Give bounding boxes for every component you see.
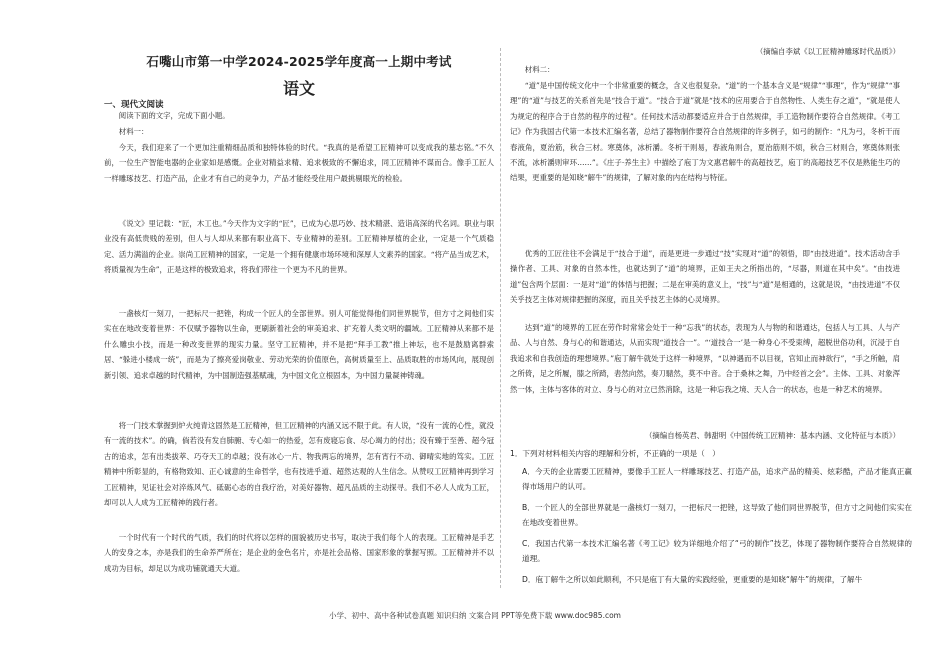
material-1-paragraph-5: 一个时代有一个时代的气质，我们的时代将以怎样的面貌被历史书写，取决于我们每个人的表现。工匠精神是手艺人的安身之本，亦是我们的生命养严所在；是企业的金色名片，亦是社会品格、国家形象的掌握写照。工匠精神并不以成功为目标，却足以为成功铺就通天大道。	[104, 533, 494, 573]
material-1-source: （摘编自李斌《以工匠精神雕琢时代品质》）	[755, 47, 900, 56]
material-1-paragraph-3: 一盏核灯一刻刀，一把标尺一把锉，构成一个匠人的全部世界。别人可能觉得他们同世界脱节，但方寸之间他们实实在在地改变着世界：不仅赋予器物以生命，更刷新着社会的审美追求、扩充着人类文明的疆域。工匠精神从来都不是什么雕虫小技，而是一种改变世界的现实力量。坚守工匠精神，并不是把“拜手工教”推上神坛，也不是鼓励离群索居、“躲进小楼成一统”，而是为了擦亮爱岗敬业、劳动光荣的价值原色，高树质量至上、品质取胜的市场风向，展现创新引领、追求卓越的时代精神，为中国制造强基赋魂，为中国文化立根固本，为中国力量凝神铸魂。	[104, 309, 494, 380]
material-1-label: 材料一：	[118, 127, 149, 136]
section-heading: 一、现代文阅读	[104, 100, 164, 110]
subject-heading: 语文	[282, 79, 315, 98]
material-2-paragraph-1: “道”是中国传统文化中一个非常重要的概念，含义也很复杂。“道”的一个基本含义是“规律”“事理”，作为“规律”“事理”的“道”与技艺的关系首先是“技合于道”。“技合于道”就是“技术的应用要合于自然物性、人类生存之道”，“就是使人为规定的程序合于自然的程序的过程”。任何技术活动都要适应并合于自然规律，手工造物制作要符合自然规律。《考工记》作为我国古代第一本技术汇编名著，总结了器物制作要符合自然规律的许多例子，如弓的制作：“凡为弓，冬析干而春液角，夏治筋，秋合三材。寒奠体，冰析灂。冬析干则易，春液角则合，夏治筋则不烦，秋合三材则合，寒奠体则张不流，冰析灂则审环……”。《庄子·养生主》中描绘了庖丁为文惠君解牛的高超技艺，庖丁的高超技艺不仅是熟能生巧的结果，更重要的是知晓“解牛”的规律，了解对象的内在结构与特征。	[510, 81, 900, 183]
question-1-option-c: C．我国古代第一本技术汇编名著《考工记》较为详细地介绍了“弓的制作”技艺，体现了器物制作要符合自然规律的道理。	[522, 539, 912, 564]
exam-title: 石嘴山市第一中学2024-2025学年度高一上期中考试	[146, 54, 452, 69]
material-2-paragraph-2: 优秀的工匠往往不会满足于“技合于道”，而是更进一步通过“技”实现对“道”的领悟，即“由技进道”。技术活动含手操作者、工具、对象的自然本性，也就达到了“道”的境界，正如王夫之所指出的，“尽器，则道在其中矣”。“由技进道”包含两个层面：一是对“道”的体悟与把握；二是在审美的意义上，“技”与“道”是相通的，这就是说，“由技进道”不仅关乎技艺主体对规律把握的深度，而且关乎技艺主体的心灵境界。	[510, 249, 900, 305]
reading-instruction: 阅读下面的文字，完成下面小题。	[118, 111, 230, 120]
question-1-option-d: D．庖丁解牛之所以如此顺利，不只是庖丁有大量的实践经验，更重要的是知晓“解牛”的规律，了解牛	[522, 575, 863, 584]
material-2-paragraph-3: 达到“道”的境界的工匠在劳作时常常会处于一种“忘我”的状态，表现为人与物的和谐通达，包括人与工具、人与产品、人与自然、身与心的和谐通达，从而实现“道技合一”。“‘道技合一’是一种身心不受束缚，超脱世俗功利，沉浸于自我追求和自我创造的理想境界。”庖丁解牛就处于这样一种境界，“以神遇而不以目视，官知止而神欲行”，“手之所触，肩之所倚，足之所履，膝之所踦，砉然向然，奏刀騞然，莫不中音。合于桑林之舞，乃中经首之会”。主体、工具、对象浑然一体，主体与客体的对立、身与心的对立已然消除，这是一种忘我之境、天人合一的状态，也是一种艺术的境界。	[510, 323, 900, 394]
material-1-paragraph-1: 今天，我们迎来了一个更加注重精细品质和独特体验的时代。“我真的是希望工匠精神可以变成我的墓志铭。”不久前，一位生产智能电器的企业家如是感慨。企业对精益求精、追求极致的不懈追求，同工匠精神不谋而合。像手工匠人一样雕琢技艺、打造产品，企业才有自己的竞争力，产品才能经受住用户最挑剔眼光的检验。	[104, 143, 494, 183]
question-1-stem: 1．下列对材料相关内容的理解和分析，不正确的一项是（ ）	[510, 449, 720, 458]
footer-watermark: 小学、初中、高中各种试卷真题 知识归纳 文案合同 PPT等免费下载 www.doc985.com	[329, 611, 621, 620]
material-1-paragraph-4: 将一门技术掌握到炉火纯青这固然是工匠精神，但工匠精神的内涵又远不限于此。有人说，“没有一流的心性，就没有一流的技术”。的确，倘若没有发自肺腑、专心如一的热爱，怎有废寝忘食、尽心竭力的付出；没有臻于至善、超今冠古的追求，怎有出类拔萃、巧夺天工的卓越；没有冰心一片、物我两忘的境界，怎有宵行不动、御晴实地的笃实。工匠精神中所彰显的，有格物致知、正心诚意的生命哲学，也有技进乎道、超然达观的人生信念。从赞叹工匠精神再到学习工匠精神，见证社会对淬炼风气、砥砺心态的自我疗治，对美好器物、超凡品质的主动探寻。我们不必人人成为工匠，却可以人人成为工匠精神的践行者。	[104, 421, 494, 508]
question-1-option-a: A．今天的企业需要工匠精神，要像手工匠人一样雕琢技艺、打造产品，追求产品的精美、炫彩酷，产品才能真正赢得市场用户的认可。	[522, 467, 912, 492]
question-1-option-b: B．一个匠人的全部世界就是一盏核灯一刻刀，一把标尺一把锉，这导致了他们同世界脱节，但方寸之间他们实实在在地改变着世界。	[522, 503, 912, 528]
material-2-source: （摘编自杨英君、韩甜明《中国传统工匠精神：基本内涵、文化特征与本质》）	[645, 431, 900, 440]
material-2-label: 材料二：	[524, 65, 555, 74]
column-divider	[500, 48, 501, 588]
material-1-paragraph-2: 《说文》里记载：“匠，木工也。”今天作为文字的“匠”，已成为心思巧妙、技术精湛、造诣高深的代名词。职业与职业没有高低贵贱的差别，但人与人却从来都有职业高下、专业精神的差别。工匠精神厚植的企业，一定是一个气质稳定、活力满溢的企业。崇尚工匠精神的国家，一定是一个拥有健康市场环境和深厚人文素养的国家。“将产品当成艺术，将质量视为生命”，正是这样的极致追求，将我们带往一个更为不凡的世界。	[104, 219, 494, 275]
